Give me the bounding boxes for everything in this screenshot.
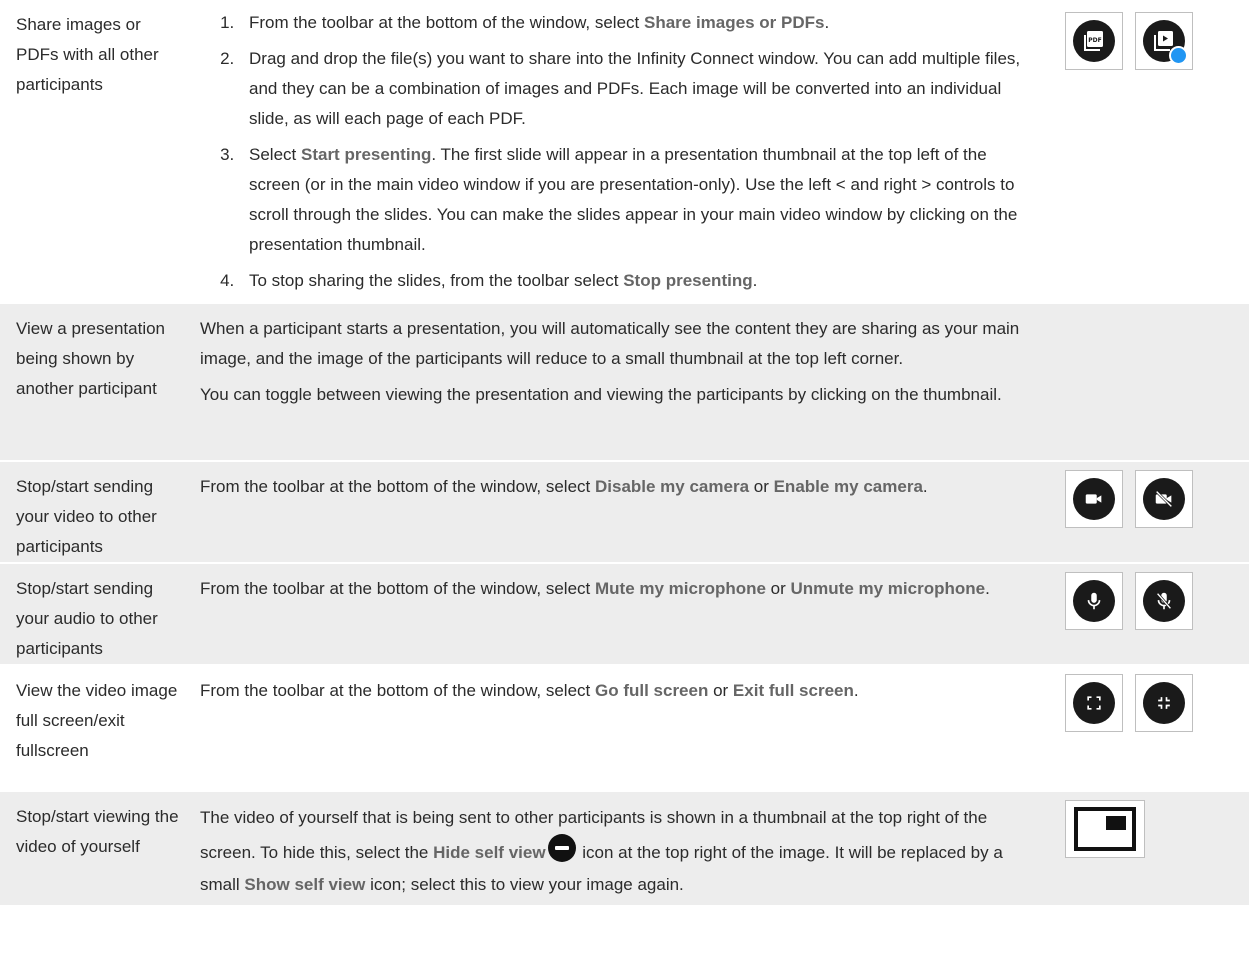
table-row bbox=[0, 303, 1249, 461]
mute-microphone-button-image bbox=[1065, 572, 1123, 630]
steps-list bbox=[200, 8, 1037, 296]
table-row bbox=[0, 461, 1249, 563]
feature-description: From the toolbar at the bottom of the window, select Mute my microphone or Unmute my microphone. bbox=[186, 563, 1053, 665]
go-full-screen-button-image bbox=[1065, 674, 1123, 732]
camera-off-icon bbox=[1143, 478, 1185, 520]
feature-label: View the video image full screen/exit fullscreen bbox=[16, 681, 178, 760]
feature-description: From the toolbar at the bottom of the window, select Go full screen or Exit full screen. bbox=[200, 681, 859, 700]
table-row bbox=[0, 0, 1249, 303]
microphone-off-icon bbox=[1143, 580, 1185, 622]
paragraph: When a participant starts a presentation, you will automatically see the content they are sharing as your main image, and the image of the participants will reduce to a small thumbnail at the top left corner. bbox=[200, 319, 1020, 368]
self-view-icon bbox=[1065, 800, 1145, 858]
feature-description bbox=[186, 0, 1053, 303]
feature-label: Stop/start sending your audio to other participants bbox=[0, 563, 186, 665]
table-row bbox=[0, 665, 1249, 791]
feature-label: Share images or PDFs with all other participants bbox=[16, 15, 159, 94]
feature-description: From the toolbar at the bottom of the window, select Disable my camera or Enable my camera. bbox=[186, 461, 1053, 563]
unmute-microphone-button-image bbox=[1135, 572, 1193, 630]
icon-cell bbox=[1053, 563, 1249, 665]
icon-cell bbox=[1053, 791, 1249, 906]
list-item: 3. Select Start presenting. The first slide will appear in a presentation thumbnail at the top left of the screen (or in the main video window if you are presentation-only). Use the left < and right > controls to scroll through the slides. You can make the slides appear in your main video window by clicking on the presentation thumbnail. bbox=[239, 140, 1037, 260]
feature-description bbox=[186, 303, 1053, 461]
microphone-icon bbox=[1073, 580, 1115, 622]
fullscreen-icon bbox=[1073, 682, 1115, 724]
camera-icon bbox=[1073, 478, 1115, 520]
table-row bbox=[0, 791, 1249, 906]
disable-camera-button-image bbox=[1065, 470, 1123, 528]
paragraph: You can toggle between viewing the presentation and viewing the participants by clicking on the thumbnail. bbox=[200, 385, 1002, 404]
svg-text:PDF: PDF bbox=[1088, 37, 1102, 44]
hide-self-view-icon bbox=[548, 834, 576, 862]
icon-cell bbox=[1053, 0, 1249, 303]
list-item: 2. Drag and drop the file(s) you want to share into the Infinity Connect window. You can add multiple files, and they can be a combination of images and PDFs. Each image will be converted into an individual slide, as will each page of each PDF. bbox=[239, 44, 1037, 134]
feature-description: The video of yourself that is being sent to other participants is shown in a thumbnail at the top right of the screen. To hide this, select the Hide self view icon at the top right of the image. It will be replaced by a small Show self view icon; select this to view your image again. bbox=[186, 791, 1053, 906]
start-presenting-button-image bbox=[1135, 12, 1193, 70]
icon-cell bbox=[1053, 665, 1249, 791]
list-item: 1. From the toolbar at the bottom of the window, select Share images or PDFs. bbox=[239, 8, 1037, 38]
enable-camera-button-image bbox=[1135, 470, 1193, 528]
feature-label: Stop/start viewing the video of yourself bbox=[0, 791, 186, 906]
feature-label: View a presentation being shown by another participant bbox=[0, 303, 186, 461]
table-row bbox=[0, 563, 1249, 665]
pdf-share-icon bbox=[1073, 20, 1115, 62]
exit-fullscreen-icon bbox=[1143, 682, 1185, 724]
icon-cell bbox=[1053, 303, 1249, 461]
icon-cell bbox=[1053, 461, 1249, 563]
exit-full-screen-button-image bbox=[1135, 674, 1193, 732]
start-presenting-icon bbox=[1143, 20, 1185, 62]
share-pdf-button-image bbox=[1065, 12, 1123, 70]
list-item: 4. To stop sharing the slides, from the toolbar select Stop presenting. bbox=[239, 266, 1037, 296]
feature-label: Stop/start sending your video to other participants bbox=[0, 461, 186, 563]
